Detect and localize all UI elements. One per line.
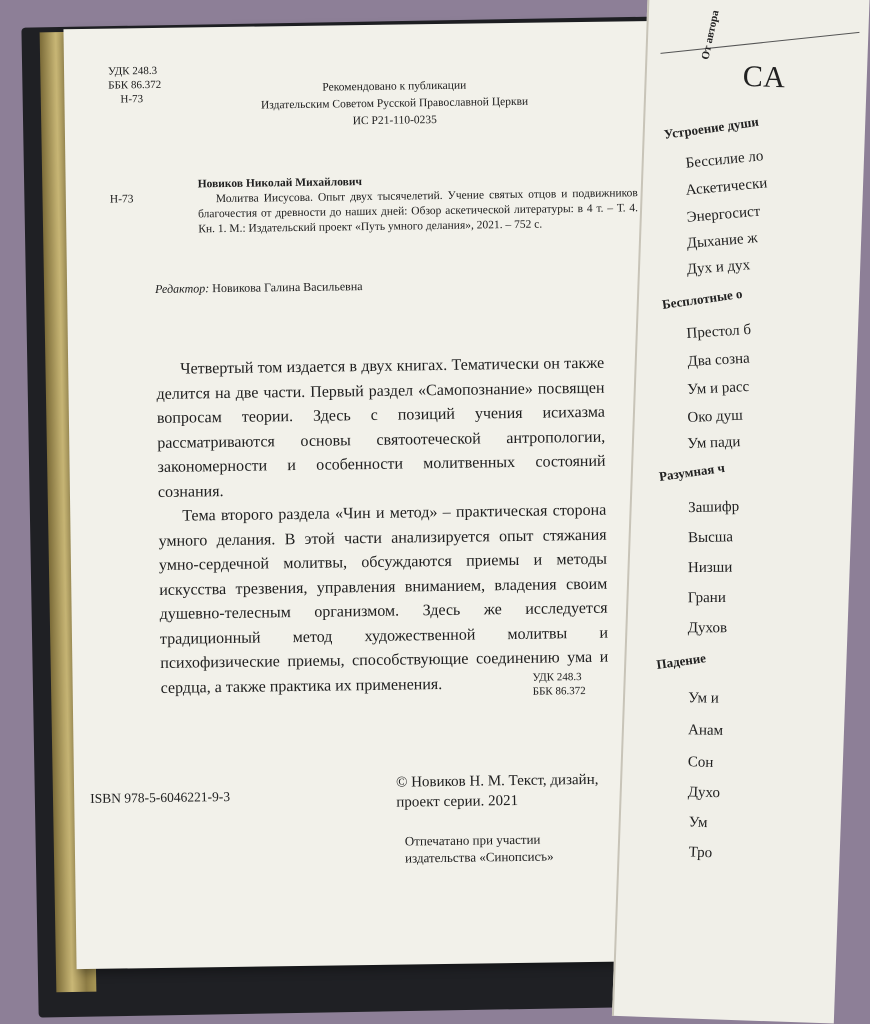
toc-entry: Духо: [687, 784, 721, 802]
toc-entry: Бессилие ло: [685, 148, 765, 172]
editor-name: Новикова Галина Васильевна: [212, 279, 363, 296]
toc-entry: Ум и расс: [686, 378, 750, 399]
editor-label: Редактор:: [155, 281, 210, 296]
toc-entry: Аскетически: [685, 175, 769, 199]
recommendation-line-3: ИС Р21-110-0235: [352, 114, 437, 128]
toc-entry: Грани: [688, 589, 727, 607]
toc-entry: Престол б: [686, 321, 752, 342]
toc-entry: Дыхание ж: [685, 230, 759, 252]
recommendation-line-2: Издательским Советом Русской Православной Церкви: [260, 95, 529, 112]
printing-note: [405, 830, 554, 866]
bbk-code-bottom: ББК 86.372: [532, 685, 586, 698]
toc-section-heading: Устроение души: [662, 113, 760, 142]
recommendation-line-1: Рекомендовано к публикации: [322, 79, 467, 94]
toc-entry: Два созна: [686, 350, 750, 370]
toc-entry: Ум пади: [687, 434, 741, 453]
right-page: [612, 0, 870, 1024]
printing-line-2: издательства «Синопсисъ»: [404, 848, 554, 866]
toc-entry: Око душ: [687, 407, 744, 427]
toc-entry: Ум: [688, 814, 708, 832]
classification-codes-bottom: [532, 670, 585, 699]
toc-entry: Низши: [687, 559, 733, 577]
header-rule: [660, 32, 859, 54]
toc-entry: Зашифр: [687, 498, 739, 517]
toc-entry: Духов: [688, 620, 728, 637]
isbn: ISBN 978-5-6046221-9-3: [90, 788, 231, 806]
copyright-line-2: проект серии. 2021: [396, 792, 519, 811]
toc-section-heading: Бесплотные о: [660, 285, 743, 312]
classification-codes: [108, 64, 162, 107]
left-page: [63, 21, 676, 969]
annotation: [156, 352, 609, 701]
toc-entry: Сон: [687, 754, 714, 771]
running-header: От автора: [699, 9, 722, 61]
bib-description: [198, 171, 639, 237]
bib-author-mark: Н-73: [109, 193, 134, 206]
copyright-line-1: © Новиков Н. М. Текст, дизайн,: [395, 771, 599, 791]
editor-line: [155, 279, 363, 297]
copyright: [396, 770, 599, 813]
udk-code: УДК 248.3: [107, 64, 158, 78]
annotation-paragraph: Четвертый том издается в двух книгах. Тематически он также делится на две части. Первый раздел «Самопознание» посвящен вопросам теории. Здесь с позиций учения исихазма рассматриваются основы святоотеческой антропологии, закономерности и особенности молитвенных состояний сознания.: [156, 354, 606, 501]
toc-section-heading: Разумная ч: [658, 459, 726, 484]
udk-code-bottom: УДК 248.3: [532, 671, 582, 684]
bib-author: Новиков Николай Михайлович: [197, 176, 363, 191]
bibliographic-record: [109, 171, 639, 236]
printing-line-1: Отпечатано при участии: [404, 831, 541, 849]
bib-text: Молитва Иисусова. Опыт двух тысячелетий. Учение святых отцов и подвижников благочестия от древности до наших дней: Обзор аскетической литературы: в 4 т. – Т. 4. Кн. 1. М.: Издательский проект «Путь умного делания», 2021. – 752 с.: [197, 187, 639, 236]
recommendation: [184, 76, 605, 133]
toc-entry: Дух и дух: [686, 257, 751, 278]
toc-entry: Высша: [687, 529, 733, 547]
toc-section-heading: Падение: [655, 650, 707, 672]
contents-title: СА: [742, 59, 788, 95]
toc-entry: Энергосист: [685, 203, 761, 226]
bbk-code: ББК 86.372: [108, 78, 162, 92]
toc-entry: Тро: [688, 844, 713, 862]
toc-entry: Анам: [687, 722, 724, 739]
annotation-paragraph: Тема второго раздела «Чин и метод» – практическая сторона умного делания. В этой части анализируется опыт стяжания умно-сердечной молитвы, обсуждаются приемы и методы искусства трезвения, управления вниманием, владения своим душевно-телесным организмом. Здесь же исследуется традиционный метод художественной молитвы и психофизические приемы, способствующие соединению ума и сердца, а также практика их применения.: [158, 501, 609, 697]
toc-entry: Ум и: [687, 690, 719, 707]
author-mark: Н-73: [120, 93, 144, 106]
